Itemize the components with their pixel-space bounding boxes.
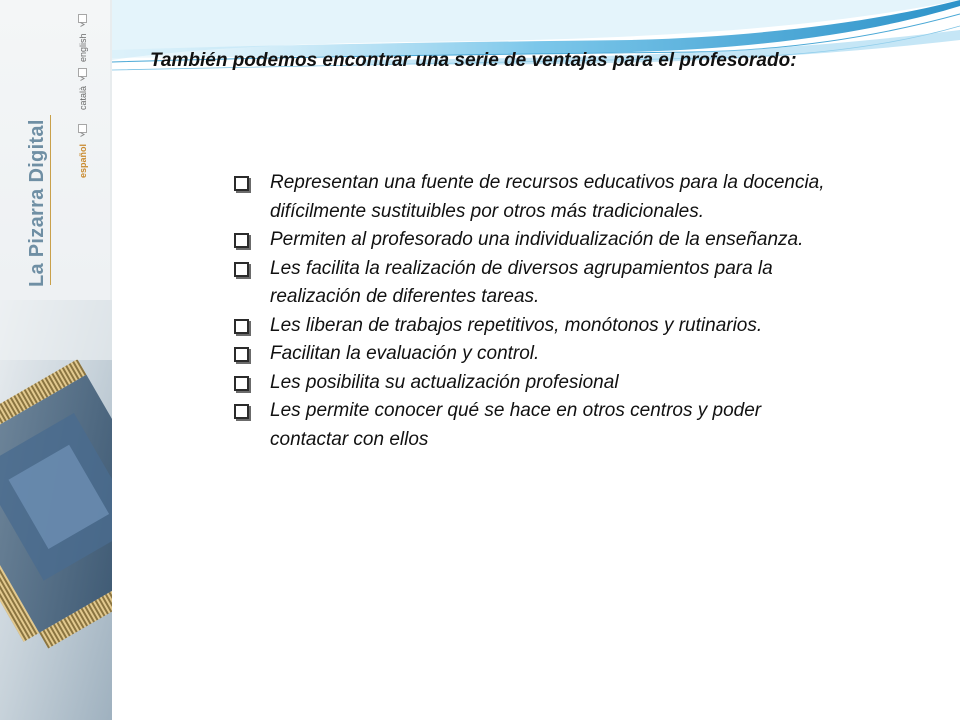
list-item-text: Les posibilita su actualización profesional — [270, 371, 619, 393]
arrow-box-icon[interactable] — [78, 124, 87, 133]
language-link-catala[interactable]: català — [78, 85, 88, 110]
language-link-english[interactable]: english — [78, 33, 88, 62]
list-item — [232, 312, 832, 341]
list-item — [232, 340, 832, 369]
circuit-chip-image — [0, 300, 112, 720]
list-item-text: Les facilita la realización de diversos agrupamientos para la realización de diferentes tareas. — [270, 257, 773, 307]
checkbox-bullet-icon — [234, 404, 249, 419]
sidebar — [0, 0, 112, 720]
list-item — [232, 255, 832, 312]
list-item — [232, 397, 832, 454]
language-link-espanol[interactable]: español — [78, 143, 88, 178]
checkbox-bullet-icon — [234, 233, 249, 248]
arrow-box-icon[interactable] — [78, 14, 87, 23]
list-item-text: Facilitan la evaluación y control. — [270, 343, 540, 364]
list-item — [232, 369, 832, 398]
logo-rule — [50, 115, 51, 285]
list-item-text: Permiten al profesorado una individualización de la enseñanza. — [270, 229, 804, 250]
arrow-box-icon[interactable] — [78, 68, 87, 77]
checkbox-bullet-icon — [234, 347, 249, 362]
checkbox-bullet-icon — [234, 262, 249, 277]
bullet-list — [232, 169, 832, 454]
slide-title: También podemos encontrar una serie de ventajas para el profesorado: — [150, 50, 797, 71]
list-item-text: Representan una fuente de recursos educativos para la docencia, difícilmente sustituibles por otros más tradicionales. — [270, 172, 825, 222]
checkbox-bullet-icon — [234, 176, 249, 191]
checkbox-bullet-icon — [234, 376, 249, 391]
list-item — [232, 226, 832, 255]
site-logo: La Pizarra Digital — [26, 119, 48, 287]
list-item — [232, 169, 832, 226]
checkbox-bullet-icon — [234, 319, 249, 334]
list-item-text: Les permite conocer qué se hace en otros centros y poder contactar con ellos — [270, 400, 762, 450]
list-item-text: Les liberan de trabajos repetitivos, monótonos y rutinarios. — [270, 314, 763, 336]
